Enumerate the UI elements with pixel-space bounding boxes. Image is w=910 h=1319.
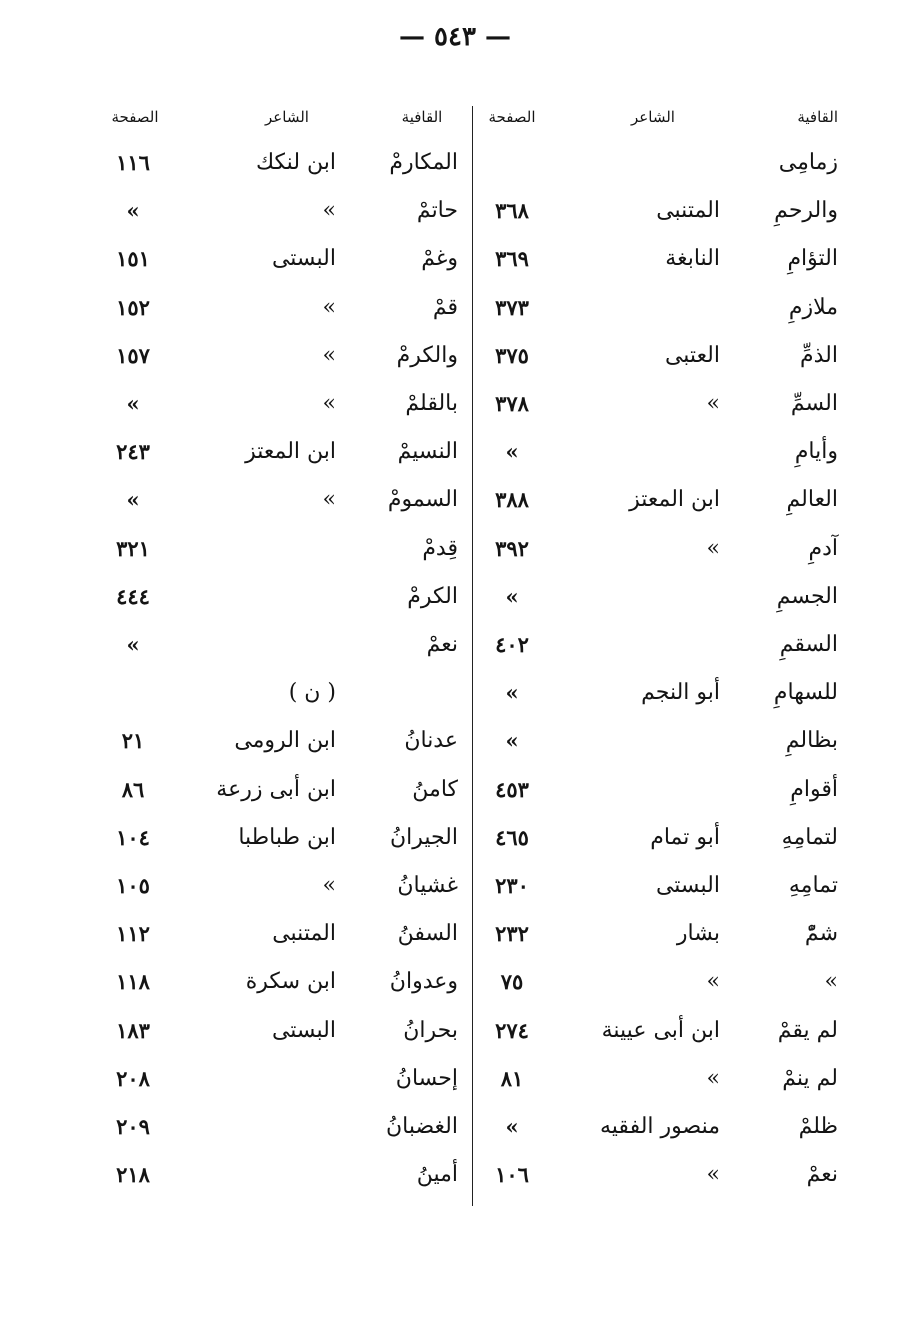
page-right: ٤٠٢ — [495, 632, 529, 657]
qafiya-right: التؤامِ — [787, 246, 838, 272]
qafiya-right: ظلمْ — [798, 1114, 838, 1139]
qafiya-right: » — [824, 969, 838, 995]
table-row — [0, 718, 910, 766]
page-right: ٧٥ — [500, 969, 524, 995]
table-row — [0, 670, 910, 718]
qafiya-left: حاتمْ — [416, 198, 458, 224]
page-right: ٨١ — [500, 1065, 524, 1091]
header-shaer-right: الشاعر — [631, 108, 675, 126]
page-left: ٢١٨ — [116, 1162, 150, 1188]
page-right: ٣٧٨ — [495, 391, 529, 416]
page-right: » — [505, 1114, 519, 1139]
poet-right: ابن أبى عيينة — [601, 1017, 720, 1043]
header-qafiya-left: القافية — [401, 108, 443, 126]
qafiya-left: غشيانُ — [397, 873, 458, 898]
poet-left: البستى — [271, 246, 336, 272]
qafiya-right: وأيامِ — [794, 439, 838, 465]
poet-right: أبو النجم — [641, 680, 720, 706]
qafiya-right: ملازمِ — [788, 294, 838, 320]
page-right: ٢٣٢ — [495, 921, 529, 947]
table-row — [0, 959, 910, 1007]
qafiya-left: الكرمْ — [407, 583, 458, 609]
page-left: ٨٦ — [121, 776, 145, 802]
qafiya-left: وعدوانُ — [389, 969, 458, 995]
table-row — [0, 285, 910, 333]
table-row — [0, 863, 910, 911]
table-row — [0, 526, 910, 574]
table-row — [0, 188, 910, 236]
qafiya-right: الجسمِ — [776, 583, 838, 609]
page-right: ٣٧٥ — [495, 342, 529, 368]
poet-left: البستى — [271, 1017, 336, 1043]
page-right: ٣٩٢ — [495, 535, 529, 561]
header-qafiya-right: القافية — [797, 108, 838, 126]
poet-left: » — [322, 198, 336, 224]
poet-right: » — [706, 535, 720, 561]
page-right: ٣٨٨ — [495, 487, 529, 513]
qafiya-right: لم يقمْ — [777, 1017, 838, 1043]
table-row — [0, 911, 910, 959]
qafiya-right: لتمامِهِ — [781, 824, 838, 850]
qafiya-left: السمومْ — [387, 487, 458, 513]
qafiya-left: إحسانُ — [395, 1065, 458, 1091]
qafiya-left: عدنانُ — [404, 728, 458, 754]
page-left: ٢٤٣ — [116, 439, 150, 465]
page-left: ١٠٤ — [116, 824, 150, 850]
header-shaer-left: الشاعر — [265, 108, 309, 126]
page-right: ٣٦٩ — [495, 246, 529, 272]
page-left: » — [126, 391, 140, 416]
qafiya-right: تمامِهِ — [788, 873, 838, 898]
table-row — [0, 574, 910, 622]
qafiya-left: المكارمْ — [389, 150, 458, 175]
page-left: ٢٠٩ — [116, 1114, 150, 1139]
poet-left: » — [322, 391, 336, 416]
poet-left: ابن لنكك — [255, 150, 336, 175]
poet-right: » — [706, 1162, 720, 1188]
qafiya-left: نعمْ — [426, 632, 458, 657]
table-row — [0, 1056, 910, 1104]
qafiya-left: أمينُ — [416, 1162, 458, 1188]
poet-right: البستى — [655, 873, 720, 898]
qafiya-left: الجيرانُ — [389, 824, 458, 850]
page-right: ٢٧٤ — [495, 1017, 529, 1043]
qafiya-left: الغضبانُ — [385, 1114, 458, 1139]
table-row — [0, 333, 910, 381]
poet-left: ابن سكرة — [245, 969, 336, 995]
table-row — [0, 140, 910, 188]
qafiya-right: لم ينمْ — [782, 1065, 838, 1091]
qafiya-left: والكرمْ — [396, 342, 458, 368]
qafiya-right: أقوامِ — [790, 776, 838, 802]
page-right: » — [505, 439, 519, 465]
qafiya-left: وغمْ — [421, 246, 458, 272]
poet-right: » — [706, 391, 720, 416]
page-right: ١٠٦ — [495, 1162, 529, 1188]
table-row — [0, 1008, 910, 1056]
page-right: ٢٣٠ — [495, 873, 529, 898]
page-left: » — [126, 632, 140, 657]
page-left: ٤٤٤ — [116, 583, 150, 609]
poet-left: » — [322, 342, 336, 368]
page-left: » — [126, 198, 140, 224]
page-left: ٢١ — [121, 728, 145, 754]
poet-right: المتنبى — [656, 198, 720, 224]
qafiya-left: السفنُ — [397, 921, 458, 947]
page-right: » — [505, 583, 519, 609]
page-number: — ٥٤٣ — — [398, 22, 512, 52]
qafiya-right: شمّْ — [804, 921, 838, 947]
table-row — [0, 477, 910, 525]
page-left: ١١٦ — [116, 150, 150, 175]
poet-right: العتبى — [664, 342, 720, 368]
qafiya-right: العالمِ — [786, 487, 838, 513]
page-left: ١١٢ — [116, 921, 150, 947]
qafiya-right: السمِّ — [790, 391, 838, 416]
qafiya-right: والرحمِ — [774, 198, 838, 224]
page-left: ١١٨ — [116, 969, 150, 995]
qafiya-left: قمْ — [432, 294, 458, 320]
table-row — [0, 767, 910, 815]
poet-left: » — [322, 294, 336, 320]
qafiya-left: قِدمْ — [422, 535, 458, 561]
poet-right: النابغة — [665, 246, 720, 272]
page-left: ١٥٧ — [116, 342, 150, 368]
poet-left: المتنبى — [272, 921, 336, 947]
poet-left: » — [322, 487, 336, 513]
page-right: ٤٥٣ — [495, 776, 529, 802]
poet-left: ( ن ) — [288, 680, 336, 706]
page-left: » — [126, 487, 140, 513]
qafiya-left: كامنُ — [412, 776, 458, 802]
poet-left: ابن أبى زرعة — [216, 776, 336, 802]
poet-left: ابن طباطبا — [238, 824, 336, 850]
qafiya-right: الذمِّ — [800, 342, 838, 368]
page-left: ٣٢١ — [116, 535, 150, 561]
poet-right: » — [706, 1065, 720, 1091]
page-left: ١٠٥ — [116, 873, 150, 898]
qafiya-right: زمامِى — [778, 150, 838, 175]
table-row — [0, 429, 910, 477]
qafiya-left: بحرانُ — [403, 1017, 458, 1043]
page-right: » — [505, 680, 519, 706]
table-row — [0, 622, 910, 670]
table-row — [0, 236, 910, 284]
poet-right: أبو تمام — [650, 824, 720, 850]
poet-right: بشار — [676, 921, 720, 947]
table-row — [0, 1104, 910, 1152]
poet-right: ابن المعتز — [629, 487, 720, 513]
poet-right: منصور الفقيه — [600, 1114, 720, 1139]
poet-left: ابن المعتز — [245, 439, 336, 465]
table-row — [0, 381, 910, 429]
header-safha-left: الصفحة — [111, 108, 159, 126]
qafiya-right: بظالمِ — [785, 728, 838, 754]
qafiya-right: آدمِ — [808, 535, 838, 561]
qafiya-left: بالقلمْ — [405, 391, 458, 416]
page-left: ١٥١ — [116, 246, 150, 272]
poet-right: » — [706, 969, 720, 995]
table-row — [0, 815, 910, 863]
qafiya-right: السقمِ — [779, 632, 838, 657]
qafiya-right: للسهامِ — [773, 680, 838, 706]
page-right: ٤٦٥ — [495, 824, 529, 850]
qafiya-right: نعمْ — [806, 1162, 838, 1188]
page-left: ١٨٣ — [116, 1017, 150, 1043]
header-safha-right: الصفحة — [488, 108, 536, 126]
table-row — [0, 1152, 910, 1200]
page-right: » — [505, 728, 519, 754]
page-right: ٣٧٣ — [495, 294, 529, 320]
page-left: ١٥٢ — [116, 294, 150, 320]
qafiya-left: النسيمْ — [397, 439, 458, 465]
poet-left: ابن الرومى — [234, 728, 336, 754]
page-left: ٢٠٨ — [116, 1065, 150, 1091]
poet-left: » — [322, 873, 336, 898]
page-right: ٣٦٨ — [495, 198, 529, 224]
